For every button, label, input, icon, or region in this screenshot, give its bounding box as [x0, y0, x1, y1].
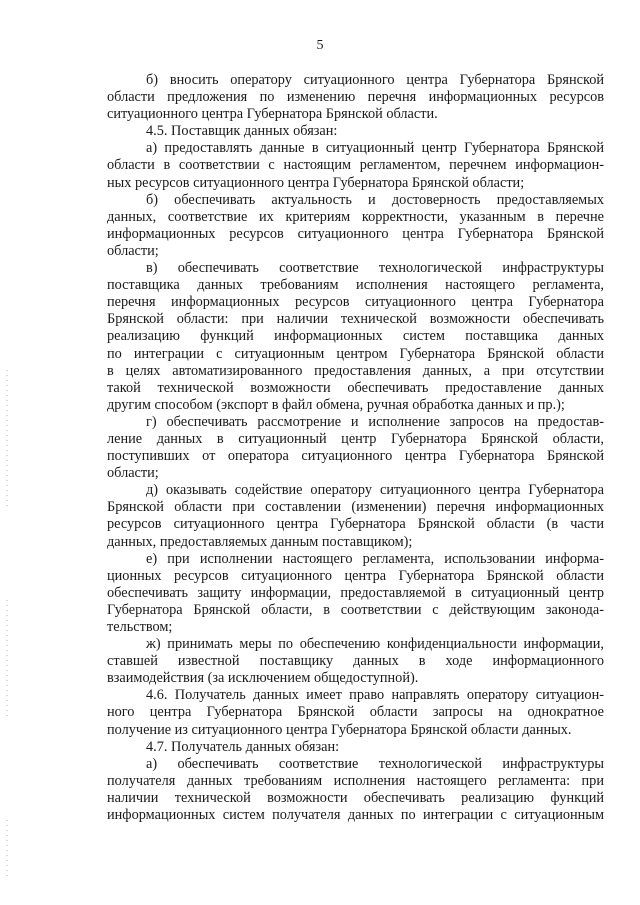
text-line: по интеграции с ситуационным центром Губернатора Брянской области — [107, 345, 604, 362]
text-line: наличии технической возможности обеспечивать реализацию функций — [107, 789, 604, 806]
text-line: перечня информационных ресурсов ситуационного центра Губернатора — [107, 294, 604, 311]
text-line: другим способом (экспорт в файл обмена, ручная обработка данных и пр.); — [107, 396, 565, 413]
text-line: ление данных в ситуационный центр Губернатора Брянской области, — [107, 430, 604, 447]
text-line: реализацию функций информационных систем поставщика данных — [107, 328, 604, 345]
text-line: данных, предоставляемых данным поставщиком); — [107, 533, 413, 550]
text-line: информационных систем получателя данных по интеграции с ситуационным — [107, 807, 604, 824]
text-line: 4.5. Поставщик данных обязан: — [146, 123, 338, 140]
page-number: 5 — [316, 38, 324, 53]
text-line: г) обеспечивать рассмотрение и исполнение запросов на предостав- — [146, 413, 604, 430]
text-line: б) вносить оператору ситуационного центра Губернатора Брянской — [146, 72, 604, 88]
text-line: ресурсов ситуационного центра Губернатора Брянской области (в части — [107, 516, 604, 533]
document-body — [107, 72, 604, 824]
text-line: получение из ситуационного центра Губернатора Брянской области данных. — [107, 721, 572, 738]
text-line: ных ресурсов ситуационного центра Губернатора Брянской области; — [107, 174, 525, 191]
text-line: д) оказывать содействие оператору ситуационного центра Губернатора — [146, 482, 604, 499]
text-line: поступивших от оператора ситуационного центра Губернатора Брянской — [107, 448, 604, 465]
text-line: области; — [107, 465, 159, 482]
scan-margin-mark — [6, 600, 8, 720]
text-line: Губернатора Брянской области, в соответствии с действующим законода- — [107, 601, 604, 618]
text-line: в) обеспечивать соответствие технологической инфраструктуры — [146, 260, 604, 277]
text-line: обеспечивать защиту информации, предоставляемой в ситуационный центр — [107, 584, 604, 601]
text-line: Брянской области: при наличии технической возможности обеспечивать — [107, 311, 604, 328]
text-line: ж) принимать меры по обеспечению конфиденциальности информации, — [146, 636, 604, 653]
text-line: области предложения по изменению перечня информационных ресурсов — [107, 89, 604, 106]
text-line: ставшей известной поставщику данных в ходе информационного — [107, 653, 604, 670]
text-line: ного центра Губернатора Брянской области запросы на однократное — [107, 704, 604, 721]
text-line: данных, соответствие их критериям корректности, указанным в перечне — [107, 208, 604, 225]
scan-margin-mark — [6, 820, 8, 880]
text-line: взаимодействия (за исключением общедоступной). — [107, 670, 419, 687]
text-line: е) при исполнении настоящего регламента, использовании информа- — [146, 550, 604, 567]
text-line: а) обеспечивать соответствие технологической инфраструктуры — [146, 755, 604, 772]
text-line: такой технической возможности обеспечивать предоставление данных — [107, 379, 604, 396]
text-line: ситуационного центра Губернатора Брянской области. — [107, 106, 438, 123]
text-line: тельством; — [107, 619, 173, 635]
text-line: 4.7. Получатель данных обязан: — [146, 738, 340, 755]
text-line: а) предоставлять данные в ситуационный центр Губернатора Брянской — [146, 140, 604, 157]
text-line: Брянской области при составлении (изменении) перечня информационных — [107, 499, 604, 516]
text-line: информационных ресурсов ситуационного центра Губернатора Брянской — [107, 225, 604, 242]
text-line: области в соответствии с настоящим регламентом, перечнем информацион- — [107, 157, 604, 174]
scan-margin-mark — [6, 370, 8, 510]
text-line: 4.6. Получатель данных имеет право направлять оператору ситуацион- — [146, 687, 604, 704]
text-line: в целях автоматизированного предоставления данных, а при отсутствии — [107, 362, 604, 379]
text-line: ционных ресурсов ситуационного центра Губернатора Брянской области — [107, 567, 604, 584]
text-line: получателя данных требованиям исполнения настоящего регламента: при — [107, 772, 604, 789]
text-line: б) обеспечивать актуальность и достоверность предоставляемых — [146, 191, 604, 208]
text-line: поставщика данных требованиям исполнения настоящего регламента, — [107, 277, 604, 294]
text-line: области; — [107, 242, 159, 259]
